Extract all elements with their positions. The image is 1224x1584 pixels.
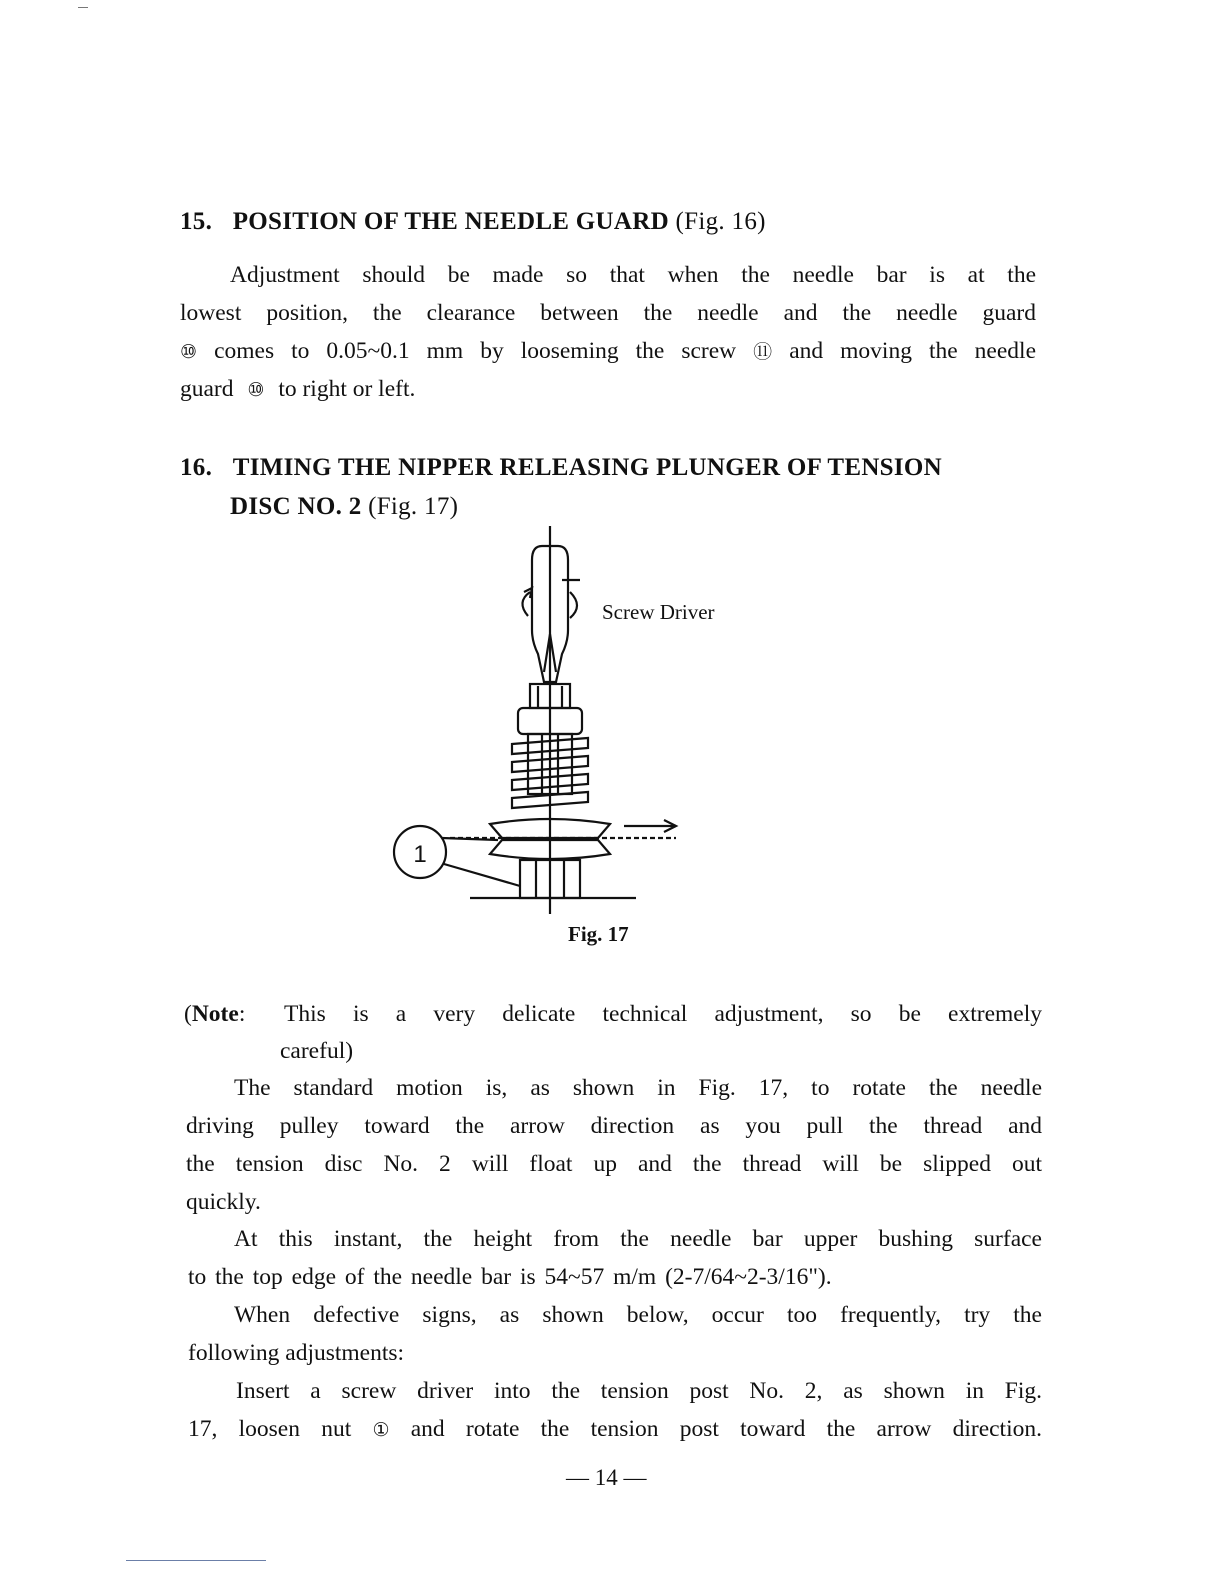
page-number: — 14 — [566, 1465, 647, 1490]
body-p3-line-2: following adjustments: [188, 1340, 405, 1366]
section-16-title-line-1: TIMING THE NIPPER RELEASING PLUNGER OF TENSION [232, 454, 943, 481]
body-p2-line-2: to the top edge of the needle bar is 54~57 m/m (2-7/64~2-3/16"). [188, 1264, 832, 1290]
body-p2-line-1: At this instant, the height from the needle bar upper bushing surface [234, 1226, 1042, 1252]
section-15-title: POSITION OF THE NEEDLE GUARD [232, 208, 669, 235]
circled-number-10: ⑩ [180, 342, 198, 363]
circled-number-10-b: ⑩ [247, 380, 265, 401]
section-15-line-3-text-b: and moving the needle [789, 338, 1037, 364]
callout-number: 1 [413, 841, 427, 868]
circled-number-11: ⑪ [753, 342, 773, 363]
note-colon: : [238, 1001, 246, 1027]
body-p4-line-2-text-a: 17, loosen nut [188, 1416, 352, 1442]
body-p1-line-4: quickly. [186, 1189, 261, 1215]
note-label: Note [191, 1001, 239, 1027]
body-p1-line-1: The standard motion is, as shown in Fig. 17, to rotate the needle [234, 1075, 1042, 1101]
figure-caption: Fig. 17 [568, 922, 629, 946]
scan-mark-bottom-line [126, 1560, 266, 1561]
section-16-heading [180, 454, 1080, 482]
section-15-number: 15. [180, 208, 213, 235]
section-15-line-3 [180, 332, 1036, 372]
section-15-line-3-text-a: comes to 0.05~0.1 mm by looseming the screw [214, 338, 737, 364]
body-p3-line-1: When defective signs, as shown below, occur too frequently, try the [234, 1302, 1042, 1328]
section-15-line-4-text-a: guard [180, 376, 234, 402]
note-text-line-2: careful) [280, 1038, 354, 1064]
circled-number-1: ① [372, 1420, 390, 1441]
section-15-heading [180, 208, 1080, 236]
body-p1-line-3: the tension disc No. 2 will float up and the thread will be slipped out [186, 1151, 1042, 1177]
section-16-title-line-2: DISC NO. 2 [230, 493, 362, 520]
note-open-paren: ( [184, 1001, 192, 1027]
screwdriver-label: Screw Driver [602, 600, 715, 624]
tension-post-figure [380, 522, 700, 917]
section-15-line-4 [180, 370, 1036, 410]
section-15-line-2: lowest position, the clearance between the needle and the needle guard [180, 300, 1036, 326]
scan-mark-top-left [78, 7, 88, 8]
section-15-line-4-text-b: to right or left. [278, 376, 416, 402]
body-p4-line-2-text-b: and rotate the tension post toward the arrow direction. [410, 1416, 1042, 1442]
section-16-number: 16. [180, 454, 213, 481]
section-16-fig-ref: (Fig. 17) [368, 493, 459, 520]
body-p1-line-2: driving pulley toward the arrow direction as you pull the thread and [186, 1113, 1042, 1139]
body-p4-line-1: Insert a screw driver into the tension post No. 2, as shown in Fig. [236, 1378, 1042, 1404]
body-p4-line-2 [188, 1410, 1042, 1450]
section-16-heading-line-2 [230, 493, 830, 521]
section-15-line-1: Adjustment should be made so that when the needle bar is at the [230, 262, 1036, 288]
note-text-line-1: This is a very delicate technical adjustment, so be extremely [284, 1001, 1042, 1027]
section-15-fig-ref: (Fig. 16) [675, 208, 766, 235]
